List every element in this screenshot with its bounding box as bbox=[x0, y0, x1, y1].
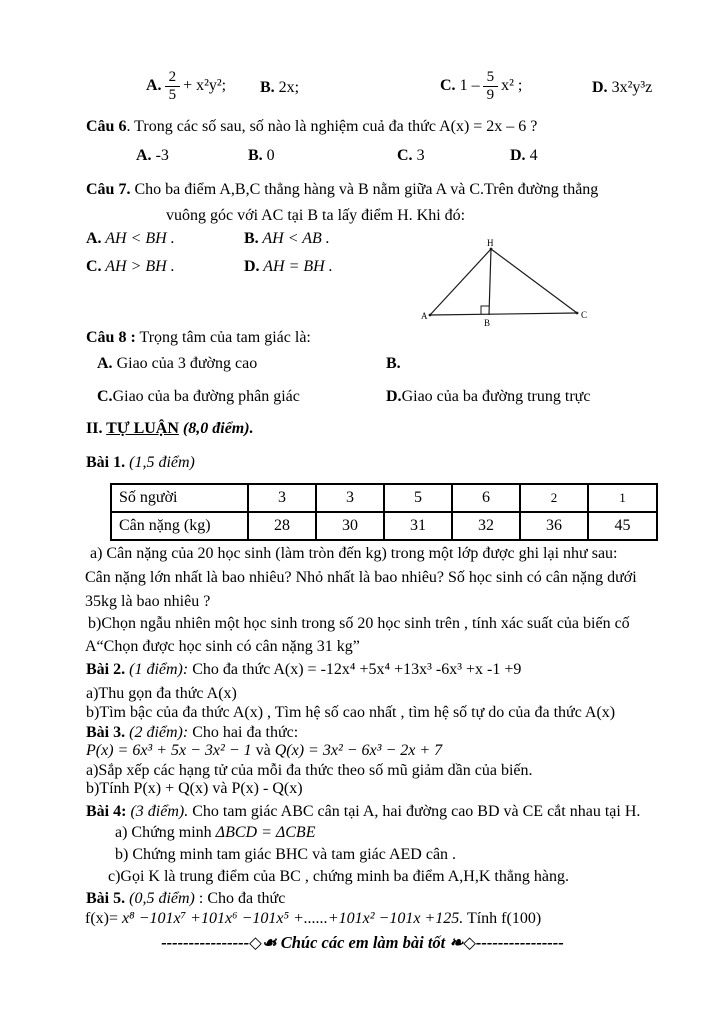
frequency-table bbox=[110, 483, 658, 541]
q8-option-c: C.Giao của ba đường phân giác bbox=[97, 388, 300, 405]
bai2-heading: Bài 2. (1 điểm): Cho đa thức A(x) = -12x⁴ +5x⁴ +13x³ -6x³ +x -1 +9 bbox=[86, 661, 522, 678]
q5-option-d: D. 3x²y³z bbox=[592, 79, 653, 96]
bai1-part-b-line1: b)Chọn ngẫu nhiên một học sinh trong số 20 học sinh trên , tính xác suất của biến cố bbox=[88, 615, 630, 632]
q8-stem: Câu 8 : Trọng tâm của tam giác là: bbox=[86, 329, 311, 346]
vertex-label-A: A bbox=[421, 311, 428, 321]
q7-option-c: C. AH > BH . bbox=[86, 258, 175, 275]
q5-option-c-text: x² ; bbox=[501, 77, 523, 94]
section2-title: TỰ LUẬN bbox=[106, 420, 179, 437]
q6-answer-a: A. -3 bbox=[136, 147, 169, 164]
base-line-AC bbox=[430, 313, 577, 315]
bai3-part-b: b)Tính P(x) + Q(x) và P(x) - Q(x) bbox=[86, 780, 303, 797]
bai3-heading: Bài 3. (2 điểm): Cho hai đa thức: bbox=[86, 724, 299, 741]
q8-option-a: A. Giao của 3 đường cao bbox=[97, 355, 258, 372]
polynomial-f: x⁸ −101x⁷ +101x⁶ −101x⁵ +......+101x² −101x +125. bbox=[122, 910, 464, 927]
bai1-part-a-line3: 35kg là bao nhiêu ? bbox=[85, 593, 211, 610]
q7-stem-line2: vuông góc với AC tại B ta lấy điểm H. Khi đó: bbox=[166, 207, 466, 224]
side-AH bbox=[430, 249, 491, 315]
bai2-part-a: a)Thu gọn đa thức A(x) bbox=[86, 685, 237, 702]
q7-option-a: A. AH < BH . bbox=[86, 230, 175, 247]
bai4-part-b: b) Chứng minh tam giác BHC và tam giác AED cân . bbox=[115, 846, 457, 863]
vertex-label-H: H bbox=[487, 238, 494, 248]
vertex-label-B: B bbox=[484, 318, 491, 328]
table-row-count: Số người 3 3 5 6 2 1 bbox=[111, 484, 657, 512]
bai3-polynomials: P(x) = 6x³ + 5x − 3x² − 1 và Q(x) = 3x² − 6x³ − 2x + 7 bbox=[86, 742, 443, 759]
bai4-heading: Bài 4: (3 điểm). Cho tam giác ABC cân tại A, hai đường cao BD và CE cắt nhau tại H. bbox=[86, 803, 641, 820]
q5-option-a bbox=[146, 64, 226, 108]
q6-answer-d: D. 4 bbox=[510, 147, 538, 164]
bai2-part-b: b)Tìm bậc của đa thức A(x) , Tìm hệ số cao nhất , tìm hệ số tự do của đa thức A(x) bbox=[86, 704, 616, 721]
q6-answer-c: C. 3 bbox=[397, 147, 425, 164]
q7-option-b: B. AH < AB . bbox=[244, 230, 330, 247]
q5-option-c-label: C. bbox=[440, 77, 456, 94]
q5-option-c bbox=[440, 64, 522, 108]
vertex-label-C: C bbox=[581, 310, 588, 320]
bai1-part-a-line1: a) Cân nặng của 20 học sinh (làm tròn đến kg) trong một lớp được ghi lại như sau: bbox=[90, 545, 618, 562]
bai3-part-a: a)Sắp xếp các hạng tử của mỗi đa thức theo số mũ giảm dần của biến. bbox=[86, 762, 533, 779]
bai1-part-a-line2: Cân nặng lớn nhất là bao nhiêu? Nhỏ nhất là bao nhiêu? Số học sinh có cân nặng dưới bbox=[85, 569, 637, 586]
bai1-heading: Bài 1. (1,5 điểm) bbox=[86, 454, 195, 471]
polynomial-Q: Q(x) = 3x² − 6x³ − 2x + 7 bbox=[274, 742, 443, 759]
triangle-figure bbox=[420, 237, 592, 329]
q6-number: Câu 6 bbox=[86, 118, 127, 135]
section2-heading: II. TỰ LUẬN (8,0 điểm). bbox=[86, 420, 254, 437]
q5-option-a-label: A. bbox=[146, 77, 162, 94]
right-angle-mark bbox=[481, 306, 489, 314]
q8-option-d: D.Giao của ba đường trung trực bbox=[386, 388, 591, 405]
bai5-heading: Bài 5. (0,5 điểm) : Cho đa thức bbox=[86, 890, 286, 907]
q8-option-b: B. bbox=[386, 355, 401, 372]
vertex-dot-A bbox=[429, 314, 432, 317]
q5-option-b: B. 2x; bbox=[260, 79, 300, 96]
q7-option-d: D. AH = BH . bbox=[244, 258, 333, 275]
row1-header: Số người bbox=[111, 484, 248, 512]
q7-stem-line1: Câu 7. Cho ba điểm A,B,C thẳng hàng và B nằm giữa A và C.Trên đường thẳng bbox=[86, 181, 599, 198]
fraction-5-9: $\frac{5}{9}$ bbox=[483, 69, 499, 104]
fraction-2-5: $\frac{2}{5}$ bbox=[165, 69, 181, 104]
q5-option-c-pre: 1 – bbox=[459, 77, 480, 94]
q7-number: Câu 7. bbox=[86, 181, 131, 198]
bai4-part-c: c)Gọi K là trung điểm của BC , chứng minh ba điểm A,H,K thẳng hàng. bbox=[108, 868, 570, 885]
vertex-dot-C bbox=[576, 312, 579, 315]
altitude-HB bbox=[489, 249, 491, 315]
q6-answer-b: B. 0 bbox=[248, 147, 275, 164]
vertex-dot-H bbox=[490, 248, 493, 251]
table-row-weight: Cân nặng (kg) 28 30 31 32 36 45 bbox=[111, 512, 657, 540]
bai5-function-line: f(x)= x⁸ −101x⁷ +101x⁶ −101x⁵ +......+101x² −101x +125. Tính f(100) bbox=[85, 910, 542, 927]
row2-header: Cân nặng (kg) bbox=[111, 512, 248, 540]
q5-option-a-text: + x²y²; bbox=[183, 77, 227, 94]
footer-wish: ----------------◇☙ Chúc các em làm bài tốt ❧◇---------------- bbox=[161, 933, 564, 952]
side-HC bbox=[491, 249, 577, 313]
polynomial-P: P(x) = 6x³ + 5x − 3x² − 1 bbox=[86, 742, 252, 759]
q8-number: Câu 8 : bbox=[86, 329, 136, 346]
q6-stem: Câu 6. Trong các số sau, số nào là nghiệm cuả đa thức A(x) = 2x – 6 ? bbox=[86, 118, 538, 135]
bai1-part-b-line2: A“Chọn được học sinh có cân nặng 31 kg” bbox=[85, 638, 360, 655]
triangle-congruence: ΔBCD = ΔCBE bbox=[215, 824, 316, 841]
bai4-part-a: a) Chứng minh ΔBCD = ΔCBE bbox=[115, 824, 316, 841]
